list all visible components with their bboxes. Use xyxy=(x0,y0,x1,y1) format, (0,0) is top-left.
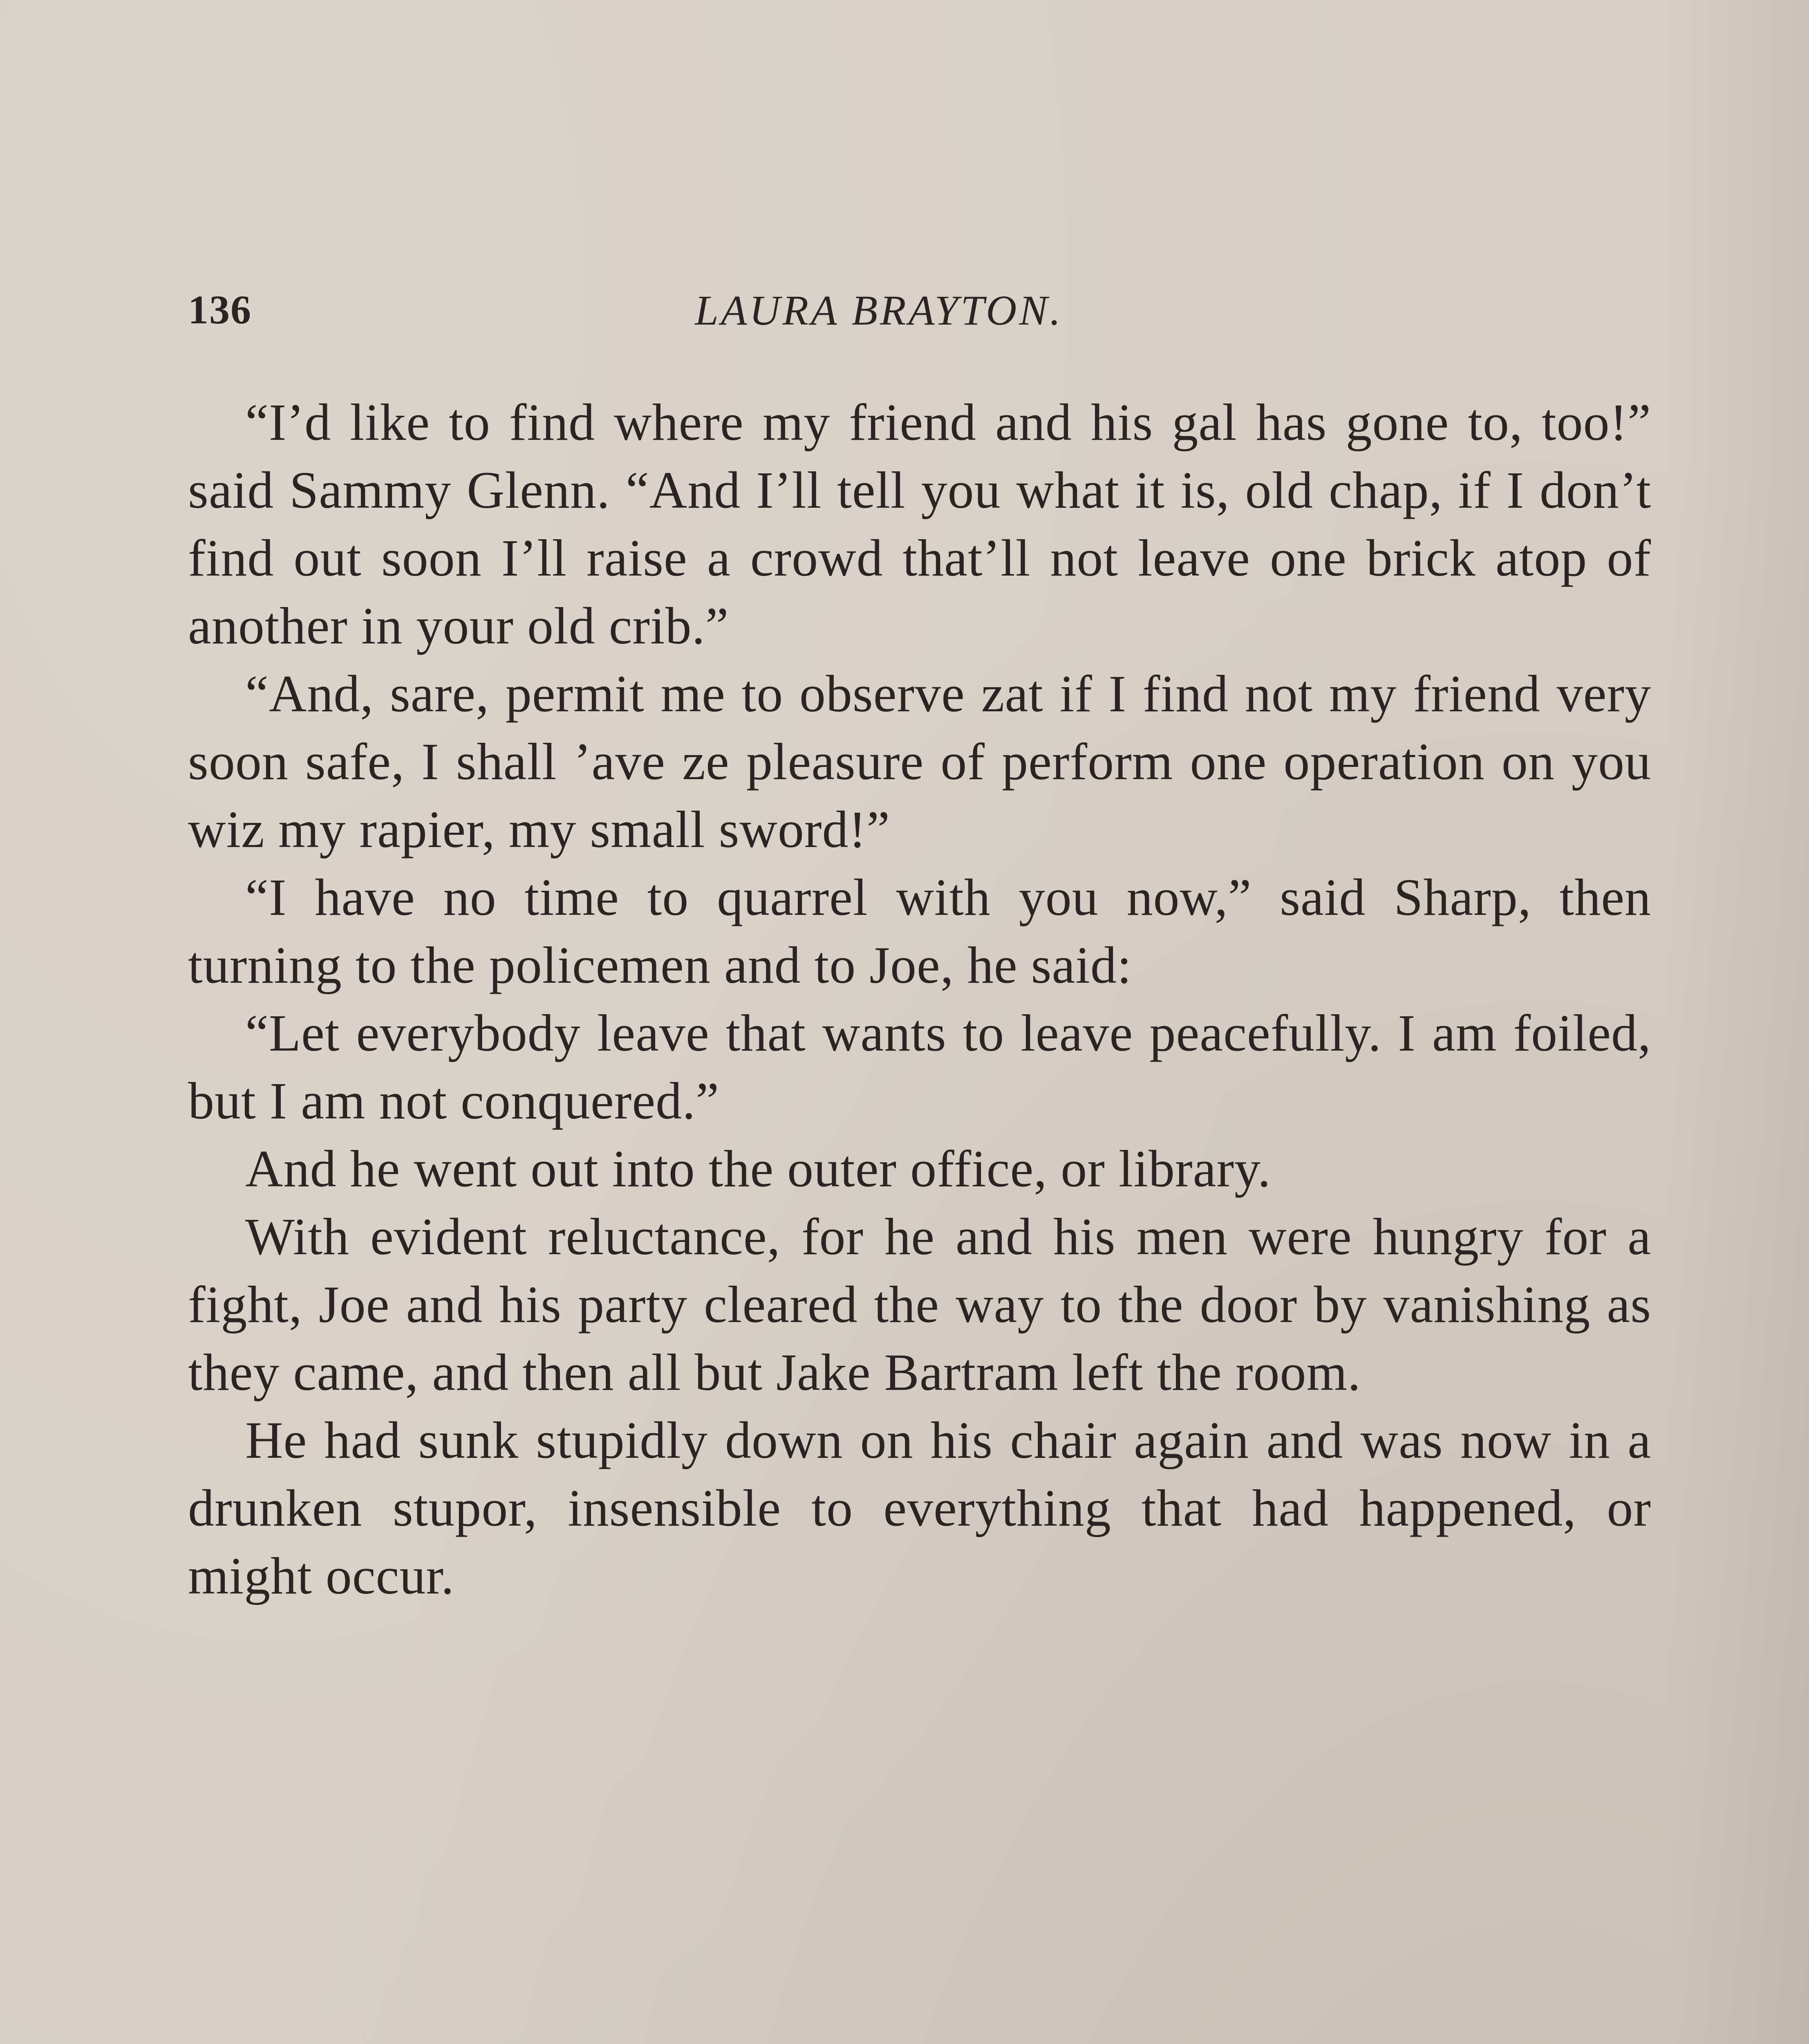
paragraph: “Let everybody leave that wants to leave peacefully. I am foiled, but I am not conquered.” xyxy=(188,1004,1651,1130)
body-text xyxy=(188,388,1651,1610)
page-header xyxy=(188,286,1365,352)
page-number: 136 xyxy=(188,287,252,332)
paragraph: With evident reluctance, for he and his men were hungry for a fight, Joe and his party cleared the way to the door by vanishing as they came, and then all but Jake Bartram left the room. xyxy=(188,1208,1651,1401)
paragraph: “I’d like to find where my friend and his gal has gone to, too!” said Sammy Glenn. “And I’ll tell you what it is, old chap, if I don’t find out soon I’ll raise a crowd that’ll not leave one brick atop of another in your old crib.” xyxy=(188,393,1651,655)
paragraph: He had sunk stupidly down on his chair again and was now in a drunken stupor, insensible to everything that had happened, or might occur. xyxy=(188,1411,1651,1605)
running-title: LAURA BRAYTON. xyxy=(695,287,1063,334)
paragraph: “I have no time to quarrel with you now,” said Sharp, then turning to the policemen and to Joe, he said: xyxy=(188,868,1651,994)
paragraph: “And, sare, permit me to observe zat if I find not my friend very soon safe, I shall ’ave ze pleasure of perform one operation on you wiz my rapier, my small sword!” xyxy=(188,665,1651,858)
paragraph: And he went out into the outer office, or library. xyxy=(245,1140,1271,1198)
